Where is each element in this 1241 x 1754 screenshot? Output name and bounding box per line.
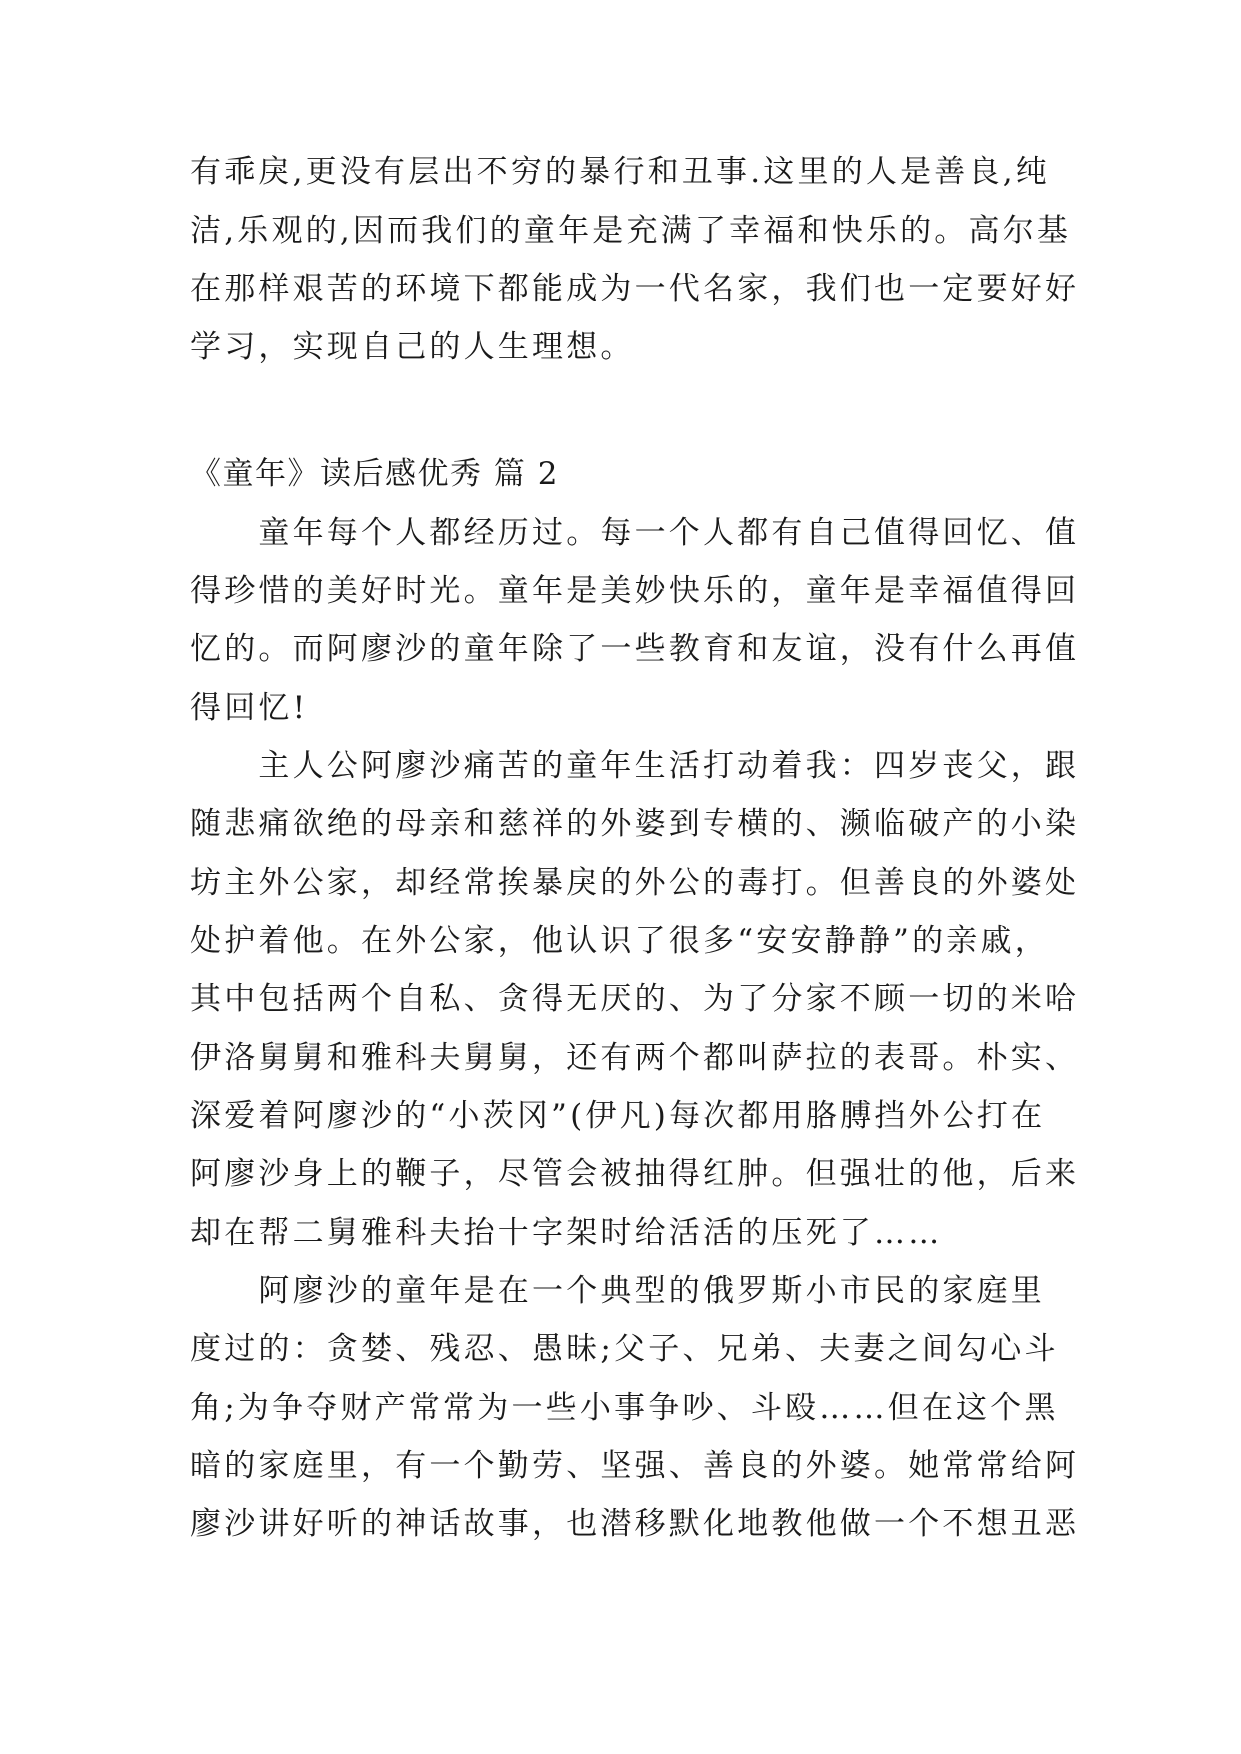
section-title: 《童年》读后感优秀 篇 2 bbox=[190, 456, 559, 492]
text-line: 廖沙讲好听的神话故事，也潜移默化地教他做一个不想丑恶 bbox=[190, 1506, 1080, 1542]
text-line: 深爱着阿廖沙的“小茨冈”(伊凡)每次都用胳膊挡外公打在 bbox=[190, 1098, 1046, 1134]
text-line: 童年每个人都经历过。每一个人都有自己值得回忆、值 bbox=[190, 515, 1080, 551]
text-line: 洁,乐观的,因而我们的童年是充满了幸福和快乐的。高尔基 bbox=[190, 213, 1072, 249]
text-line: 有乖戾,更没有层出不穷的暴行和丑事.这里的人是善良,纯 bbox=[190, 154, 1050, 190]
text-line: 阿廖沙的童年是在一个典型的俄罗斯小市民的家庭里 bbox=[190, 1273, 1045, 1309]
text-line: 得回忆! bbox=[190, 690, 309, 726]
text-line: 得珍惜的美好时光。童年是美妙快乐的，童年是幸福值得回 bbox=[190, 573, 1080, 609]
text-line: 在那样艰苦的环境下都能成为一代名家，我们也一定要好好 bbox=[190, 271, 1080, 307]
text-line: 度过的：贪婪、残忍、愚昧;父子、兄弟、夫妻之间勾心斗 bbox=[190, 1331, 1059, 1367]
text-line: 角;为争夺财产常常为一些小事争吵、斗殴……但在这个黑 bbox=[190, 1390, 1059, 1426]
text-line: 忆的。而阿廖沙的童年除了一些教育和友谊，没有什么再值 bbox=[190, 631, 1080, 667]
text-line: 伊洛舅舅和雅科夫舅舅，还有两个都叫萨拉的表哥。朴实、 bbox=[190, 1040, 1080, 1076]
text-line: 处护着他。在外公家，他认识了很多“安安静静”的亲戚， bbox=[190, 923, 1049, 959]
text-line: 学习，实现自己的人生理想。 bbox=[190, 329, 635, 365]
text-line: 阿廖沙身上的鞭子，尽管会被抽得红肿。但强壮的他，后来 bbox=[190, 1156, 1080, 1192]
text-line: 却在帮二舅雅科夫抬十字架时给活活的压死了…… bbox=[190, 1215, 943, 1251]
text-line: 主人公阿廖沙痛苦的童年生活打动着我：四岁丧父，跟 bbox=[190, 748, 1080, 784]
text-line: 暗的家庭里，有一个勤劳、坚强、善良的外婆。她常常给阿 bbox=[190, 1448, 1080, 1484]
text-line: 坊主外公家，却经常挨暴戾的外公的毒打。但善良的外婆处 bbox=[190, 865, 1080, 901]
text-line: 其中包括两个自私、贪得无厌的、为了分家不顾一切的米哈 bbox=[190, 981, 1080, 1017]
text-line: 随悲痛欲绝的母亲和慈祥的外婆到专横的、濒临破产的小染 bbox=[190, 806, 1080, 842]
